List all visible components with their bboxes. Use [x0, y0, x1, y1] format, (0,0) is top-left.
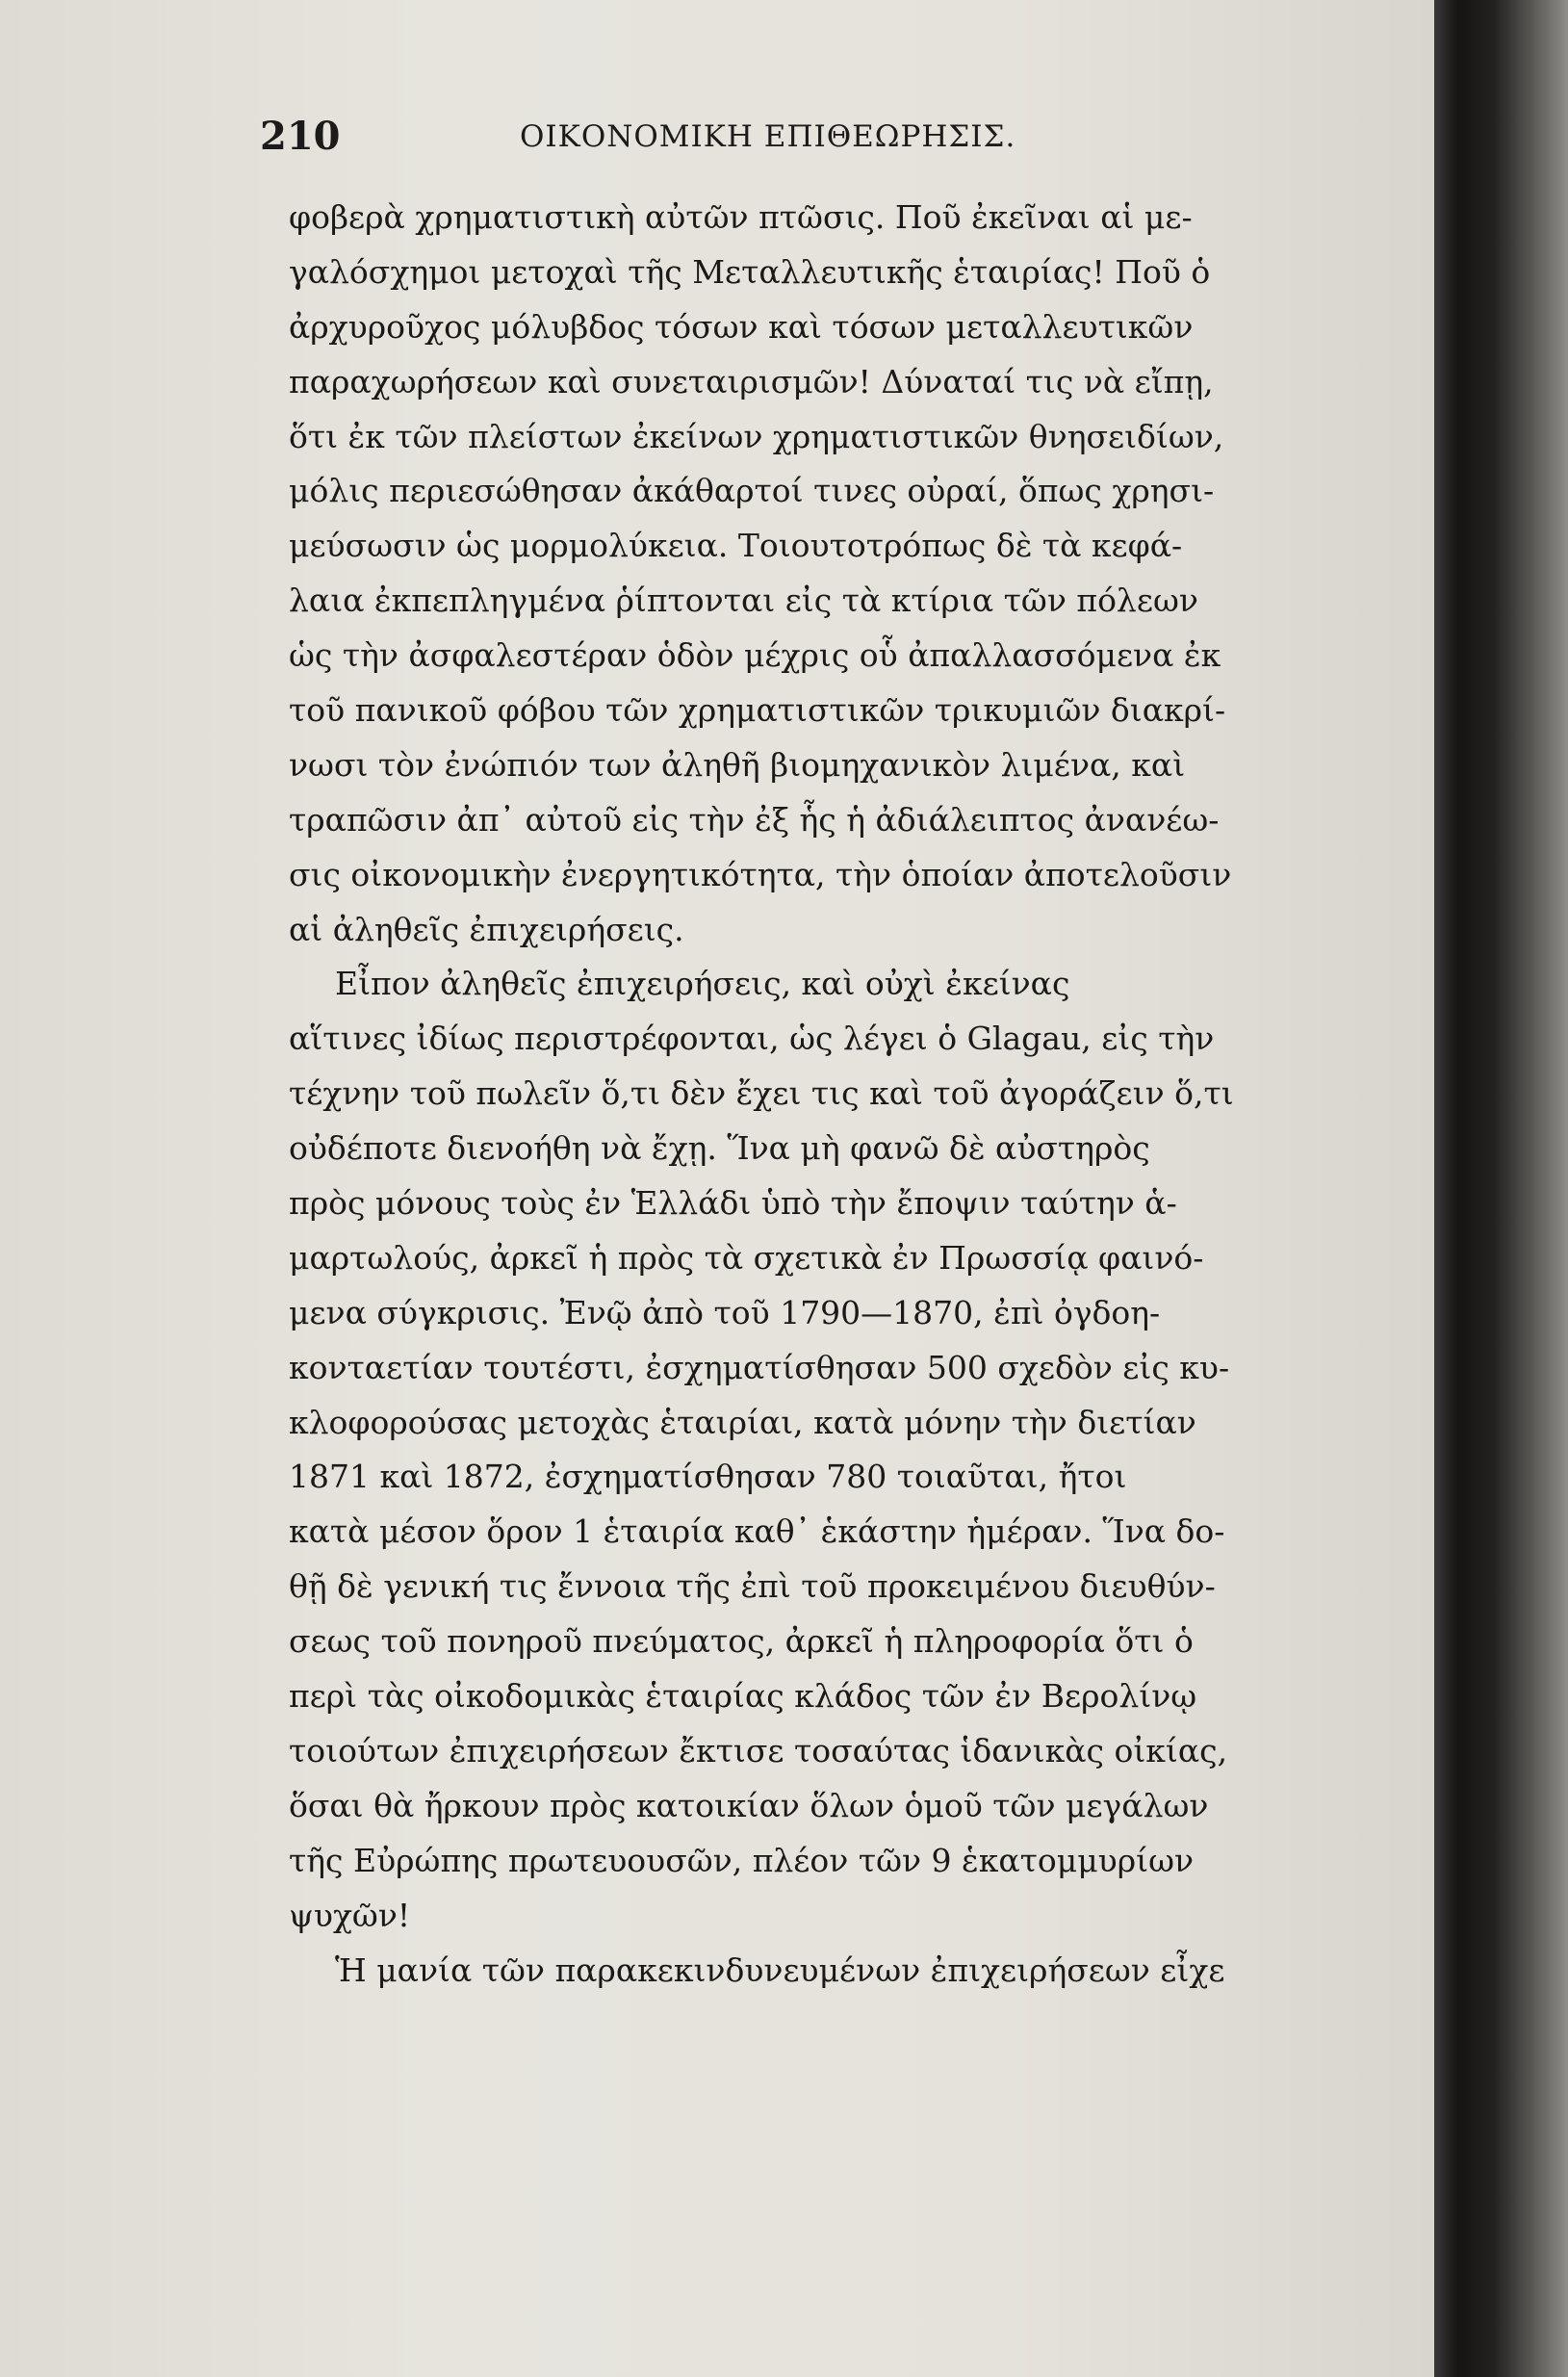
- page-header: [260, 114, 1367, 171]
- text-line: νωσι τὸν ἐνώπιόν των ἀληθῆ βιομηχανικὸν λιμένα, καὶ: [289, 745, 1186, 784]
- text-line: λαια ἐκπεπληγμένα ῥίπτονται εἰς τὰ κτίρια τῶν πόλεων: [289, 581, 1198, 620]
- text-line: μεύσωσιν ὡς μορμολύκεια. Τοιουτοτρόπως δὲ τὰ κεφά-: [289, 527, 1183, 565]
- page-number: 210: [260, 114, 341, 159]
- text-line: κονταετίαν τουτέστι, ἐσχηματίσθησαν 500 σχεδὸν εἰς κυ-: [289, 1348, 1230, 1386]
- text-line: τῆς Εὐρώπης πρωτευουσῶν, πλέον τῶν 9 ἑκατομμυρίων: [289, 1841, 1195, 1879]
- text-line: μαρτωλούς, ἀρκεῖ ἡ πρὸς τὰ σχετικὰ ἐν Πρωσσίᾳ φαινό-: [289, 1238, 1204, 1277]
- book-gutter-shadow: [1434, 0, 1568, 2377]
- text-line: μενα σύγκρισις. Ἐνῷ ἀπὸ τοῦ 1790—1870, ἐπὶ ὀγδοη-: [289, 1293, 1161, 1331]
- paragraph-start-line: Ἡ μανία τῶν παρακεκινδυνευμένων ἐπιχειρήσεων εἶχε: [335, 1951, 1225, 1989]
- text-line: μόλις περιεσώθησαν ἀκάθαρτοί τινες οὐραί, ὅπως χρησι-: [289, 472, 1215, 510]
- paragraph-start-line: Εἶπον ἀληθεῖς ἐπιχειρήσεις, καὶ οὐχὶ ἐκείνας: [335, 965, 1070, 1003]
- text-line: πρὸς μόνους τοὺς ἐν Ἑλλάδι ὑπὸ τὴν ἔποψιν ταύτην ἁ-: [289, 1184, 1177, 1223]
- text-line: οὐδέποτε διενοήθη νὰ ἔχῃ. Ἵνα μὴ φανῶ δὲ αὐστηρὸς: [289, 1129, 1150, 1168]
- running-title: ΟΙΚΟΝΟΜΙΚΗ ΕΠΙΘΕΩΡΗΣΙΣ.: [520, 119, 1016, 154]
- text-line: ἀρχυροῦχος μόλυβδος τόσων καὶ τόσων μεταλλευτικῶν: [289, 307, 1194, 346]
- text-line: σις οἰκονομικὴν ἐνεργητικότητα, τὴν ὁποίαν ἀποτελοῦσιν: [289, 855, 1232, 893]
- body-text: [289, 191, 1376, 1998]
- text-line: ὅτι ἐκ τῶν πλείστων ἐκείνων χρηματιστικῶν θνησειδίων,: [289, 417, 1224, 455]
- text-line: γαλόσχημοι μετοχαὶ τῆς Μεταλλευτικῆς ἑταιρίας! Ποῦ ὁ: [289, 252, 1211, 291]
- text-line: τραπῶσιν ἀπ᾽ αὐτοῦ εἰς τὴν ἐξ ἧς ἡ ἀδιάλειπτος ἀνανέω-: [289, 800, 1220, 839]
- text-line: ὡς τὴν ἀσφαλεστέραν ὁδὸν μέχρις οὗ ἀπαλλασσόμενα ἐκ: [289, 636, 1221, 675]
- text-line: κλοφορούσας μετοχὰς ἑταιρίαι, κατὰ μόνην τὴν διετίαν: [289, 1403, 1196, 1441]
- text-line: σεως τοῦ πονηροῦ πνεύματος, ἀρκεῖ ἡ πληροφορία ὅτι ὁ: [289, 1622, 1194, 1661]
- text-line: θῇ δὲ γενική τις ἔννοια τῆς ἐπὶ τοῦ προκειμένου διευθύν-: [289, 1567, 1216, 1606]
- text-line: 1871 καὶ 1872, ἐσχηματίσθησαν 780 τοιαῦται, ἤτοι: [289, 1458, 1127, 1496]
- text-line: περὶ τὰς οἰκοδομικὰς ἑταιρίας κλάδος τῶν ἐν Βερολίνῳ: [289, 1677, 1197, 1716]
- text-line: κατὰ μέσον ὅρον 1 ἑταιρία καθ᾽ ἑκάστην ἡμέραν. Ἵνα δο-: [289, 1512, 1225, 1551]
- text-line: φοβερὰ χρηματιστικὴ αὐτῶν πτῶσις. Ποῦ ἐκεῖναι αἱ με-: [289, 198, 1193, 236]
- text-line: παραχωρήσεων καὶ συνεταιρισμῶν! Δύναταί τις νὰ εἴπῃ,: [289, 362, 1214, 400]
- text-line: τέχνην τοῦ πωλεῖν ὅ,τι δὲν ἔχει τις καὶ τοῦ ἀγοράζειν ὅ,τι: [289, 1074, 1234, 1113]
- text-line: ὅσαι θὰ ἤρκουν πρὸς κατοικίαν ὅλων ὁμοῦ τῶν μεγάλων: [289, 1786, 1209, 1824]
- text-line: τοιούτων ἐπιχειρήσεων ἔκτισε τοσαύτας ἱδανικὰς οἰκίας,: [289, 1731, 1228, 1770]
- text-line: ψυχῶν!: [289, 1896, 411, 1934]
- text-line: αἵτινες ἰδίως περιστρέφονται, ὡς λέγει ὁ Glagau, εἰς τὴν: [289, 1020, 1215, 1058]
- text-line: αἱ ἀληθεῖς ἐπιχειρήσεις.: [289, 910, 684, 948]
- text-line: τοῦ πανικοῦ φόβου τῶν χρηματιστικῶν τρικυμιῶν διακρί-: [289, 691, 1226, 730]
